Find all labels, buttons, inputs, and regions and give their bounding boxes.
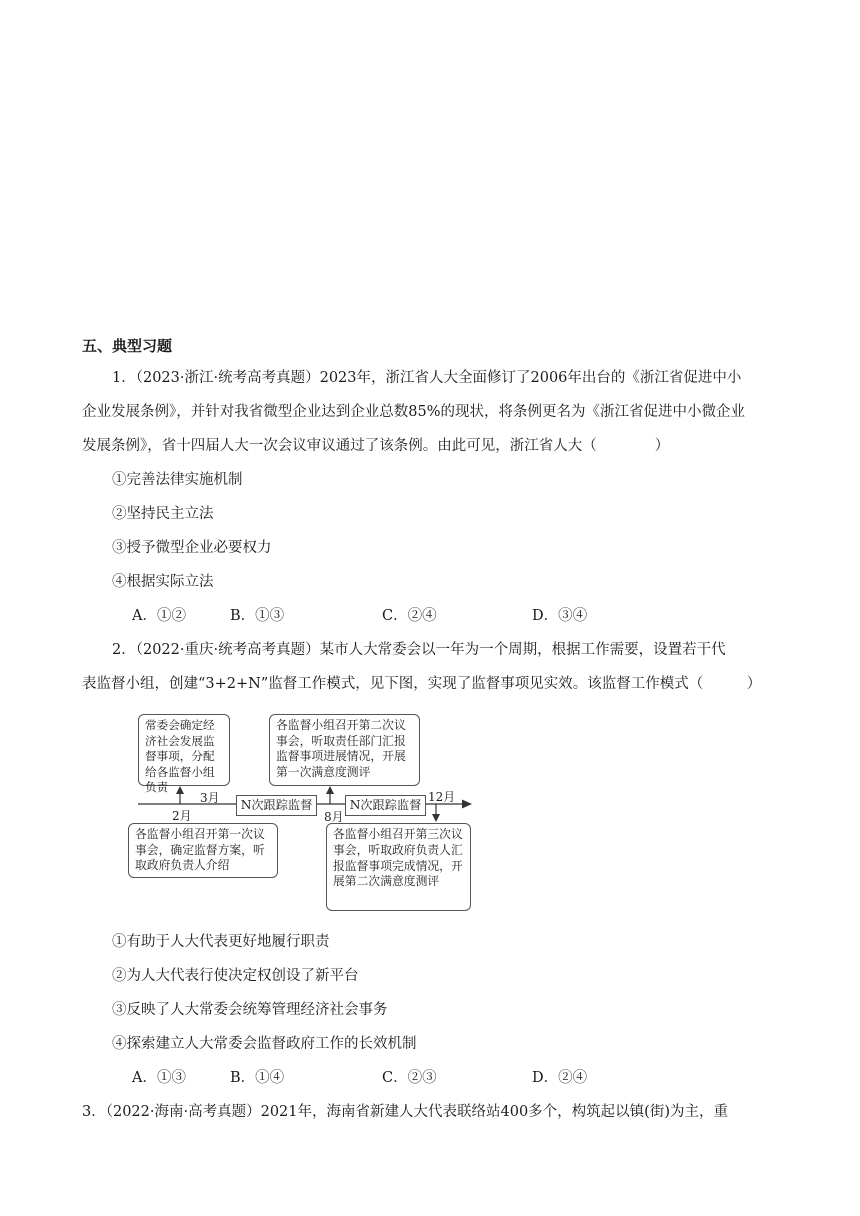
timeline-arrowhead <box>462 800 472 809</box>
label-month-2: 2月 <box>172 809 192 823</box>
q3-line-1: 3．（2022·海南·高考真题）2021年，海南省新建人大代表联络站400多个，构筑起以镇(街)为主，重 <box>82 1104 728 1120</box>
q2-option-b[interactable]: B．①④ <box>230 1070 285 1086</box>
box-bottom-left: 各监督小组召开第一次议事会，确定监督方案，听取政府负责人介绍 <box>128 823 278 878</box>
q1-item-1: ①完善法律实施机制 <box>112 472 243 488</box>
q2-line-2: 表监督小组，创建“3+2+N”监督工作模式，见下图，实现了监督事项见实效。该监督工作模式（ ） <box>82 676 762 692</box>
q2-item-2: ②为人大代表行使决定权创设了新平台 <box>112 968 359 984</box>
box-top-right: 各监督小组召开第二次议事会，听取责任部门汇报监督事项进展情况，开展第一次满意度测评 <box>269 714 420 786</box>
q1-line-3: 发展条例》，省十四届人大一次会议审议通过了该条例。由此可见，浙江省人大（ ） <box>82 438 670 454</box>
track-box-2: N次跟踪监督 <box>345 795 426 816</box>
track-box-1: N次跟踪监督 <box>236 795 317 816</box>
q2-option-d[interactable]: D．②④ <box>532 1070 588 1086</box>
box-bottom-right: 各监督小组召开第三次议事会，听取政府负责人汇报监督事项完成情况，开展第二次满意度测评 <box>326 823 471 911</box>
arrow-aug-head <box>326 786 334 794</box>
q1-option-c[interactable]: C．②④ <box>382 608 437 624</box>
q1-line-1: 1．（2023·浙江·统考高考真题）2023年，浙江省人大全面修订了2006年出台的《浙江省促进中小 <box>112 370 742 386</box>
arrow-dec-head <box>432 814 440 822</box>
label-month-12: 12月 <box>428 790 456 804</box>
q2-option-c[interactable]: C．②③ <box>382 1070 437 1086</box>
q2-option-a[interactable]: A．①③ <box>132 1070 186 1086</box>
q1-item-2: ②坚持民主立法 <box>112 506 214 522</box>
q2-item-3: ③反映了人大常委会统筹管理经济社会事务 <box>112 1002 388 1018</box>
arrow-feb-head <box>176 786 184 794</box>
q2-item-1: ①有助于人大代表更好地履行职责 <box>112 934 330 950</box>
q2-line-1: 2．（2022·重庆·统考高考真题）某市人大常委会以一年为一个周期，根据工作需要，设置若干代 <box>112 642 726 658</box>
label-month-8: 8月 <box>324 810 344 824</box>
section-title: 五、典型习题 <box>82 337 173 355</box>
label-month-3: 3月 <box>200 791 220 805</box>
q1-line-2: 企业发展条例》，并针对我省微型企业达到企业总数85%的现状，将条例更名为《浙江省促进中小微企业 <box>82 404 745 420</box>
q1-option-b[interactable]: B．①③ <box>230 608 285 624</box>
q1-option-d[interactable]: D．③④ <box>532 608 588 624</box>
q2-item-4: ④探索建立人大常委会监督政府工作的长效机制 <box>112 1036 417 1052</box>
box-top-left: 常委会确定经济社会发展监督事项，分配给各监督小组负责 <box>138 714 230 786</box>
q1-item-3: ③授予微型企业必要权力 <box>112 540 272 556</box>
q1-item-4: ④根据实际立法 <box>112 574 214 590</box>
q1-option-a[interactable]: A．①② <box>132 608 186 624</box>
